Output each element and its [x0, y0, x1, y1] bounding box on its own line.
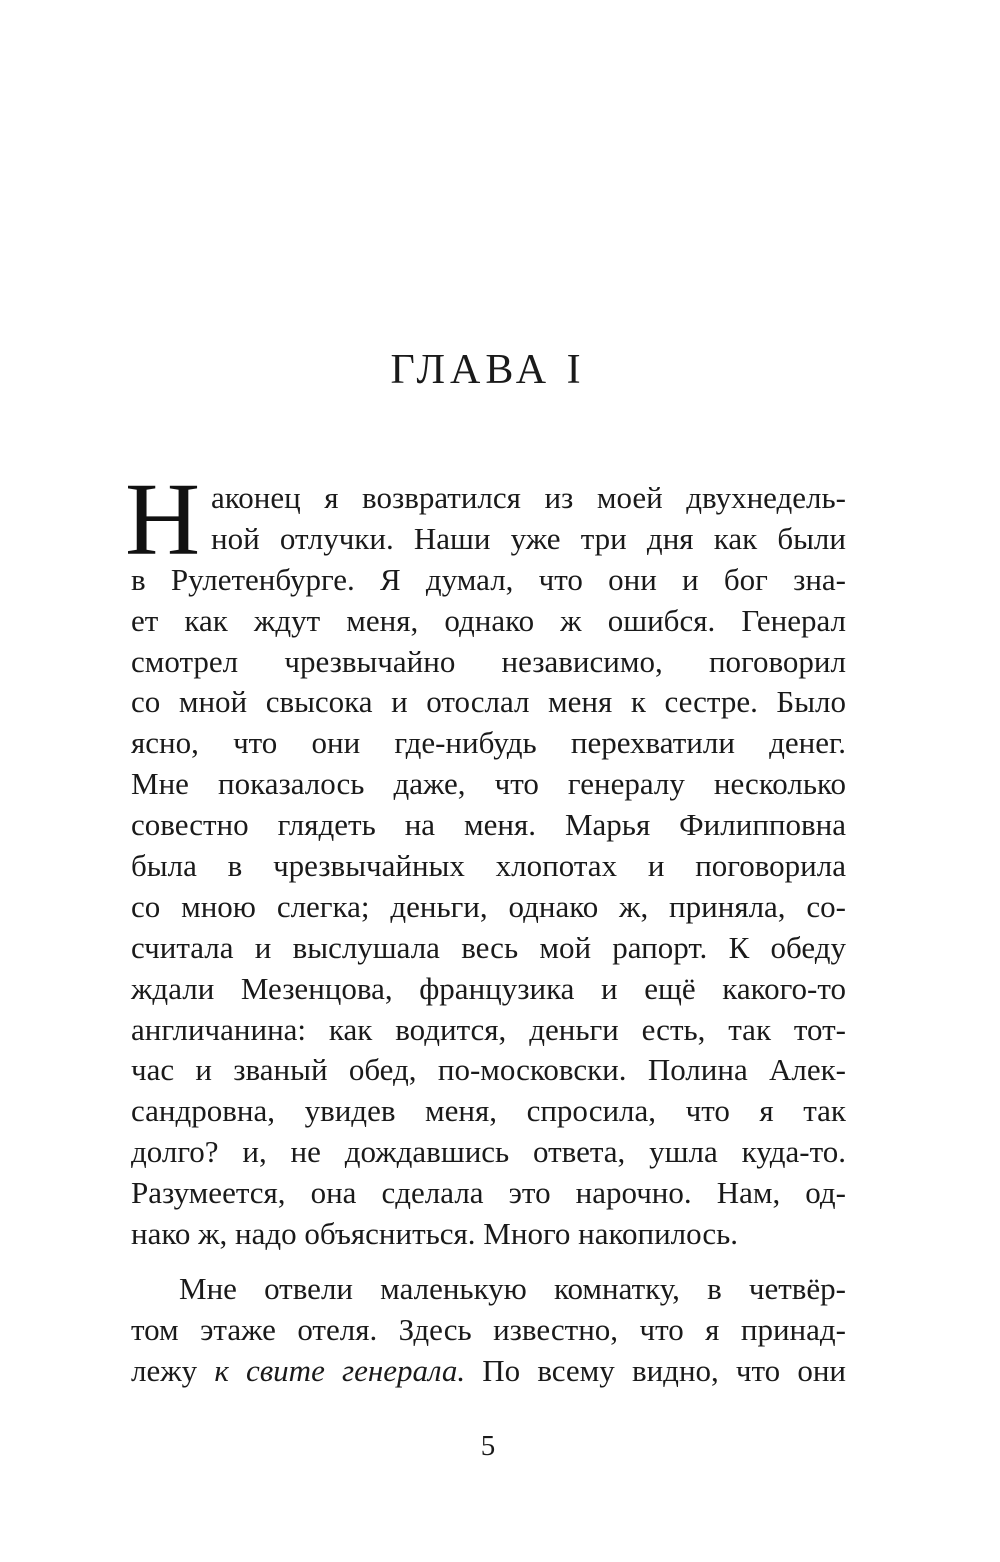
text-line: ной отлучки. Наши уже три дня как были: [211, 520, 846, 556]
text-line: была в чрезвычайных хлопотах и поговорила: [131, 848, 846, 884]
text-line: считала и выслушала весь мой рапорт. К обеду: [131, 929, 846, 965]
text-segment: лежу: [131, 1352, 215, 1388]
text-segment: По всему видно, что они: [465, 1352, 846, 1388]
text-line: Разумеется, она сделала это нарочно. Нам, од-: [131, 1175, 846, 1211]
text-line: долго? и, не дождавшись ответа, ушла куда-то.: [131, 1134, 846, 1170]
text-line: смотрел чрезвычайно независимо, поговорил: [131, 643, 846, 679]
text-line: том этаже отеля. Здесь известно, что я принад-: [131, 1311, 846, 1347]
text-line: нако ж, надо объясниться. Много накопилось.: [131, 1216, 739, 1252]
text-line: ждали Мезенцова, французика и ещё какого-то: [131, 970, 846, 1006]
italic-phrase: к свите генерала.: [214, 1352, 466, 1388]
text-line: ет как ждут меня, однако ж ошибся. Генерал: [131, 602, 846, 638]
body-text: [125, 462, 846, 1392]
text-line: со мною слегка; деньги, однако ж, приняла, со-: [131, 888, 846, 924]
text-line: час и званый обед, по-московски. Полина Алек-: [131, 1052, 846, 1088]
text-line: Мне отвели маленькую комнатку, в четвёр-: [179, 1270, 846, 1306]
text-line: совестно глядеть на меня. Марья Филипповна: [131, 807, 846, 843]
page-number: 5: [480, 1430, 496, 1462]
text-line: в Рулетенбурге. Я думал, что они и бог зна-: [131, 561, 846, 597]
text-line: [131, 1351, 846, 1392]
text-line: со мной свысока и отослал меня к сестре. Было: [131, 684, 846, 720]
text-line: англичанина: как водится, деньги есть, так тот-: [131, 1011, 846, 1047]
text-line: сандровна, увидев меня, спросила, что я так: [131, 1093, 846, 1129]
paragraph-gap: [131, 1255, 846, 1269]
chapter-title: ГЛАВА I: [390, 347, 586, 393]
text-line: Мне показалось даже, что генералу несколько: [131, 766, 846, 802]
text-line: ясно, что они где-нибудь перехватили денег.: [131, 725, 846, 761]
text-line: аконец я возвратился из моей двухнедель-: [211, 480, 846, 515]
drop-cap: Н: [125, 462, 201, 577]
